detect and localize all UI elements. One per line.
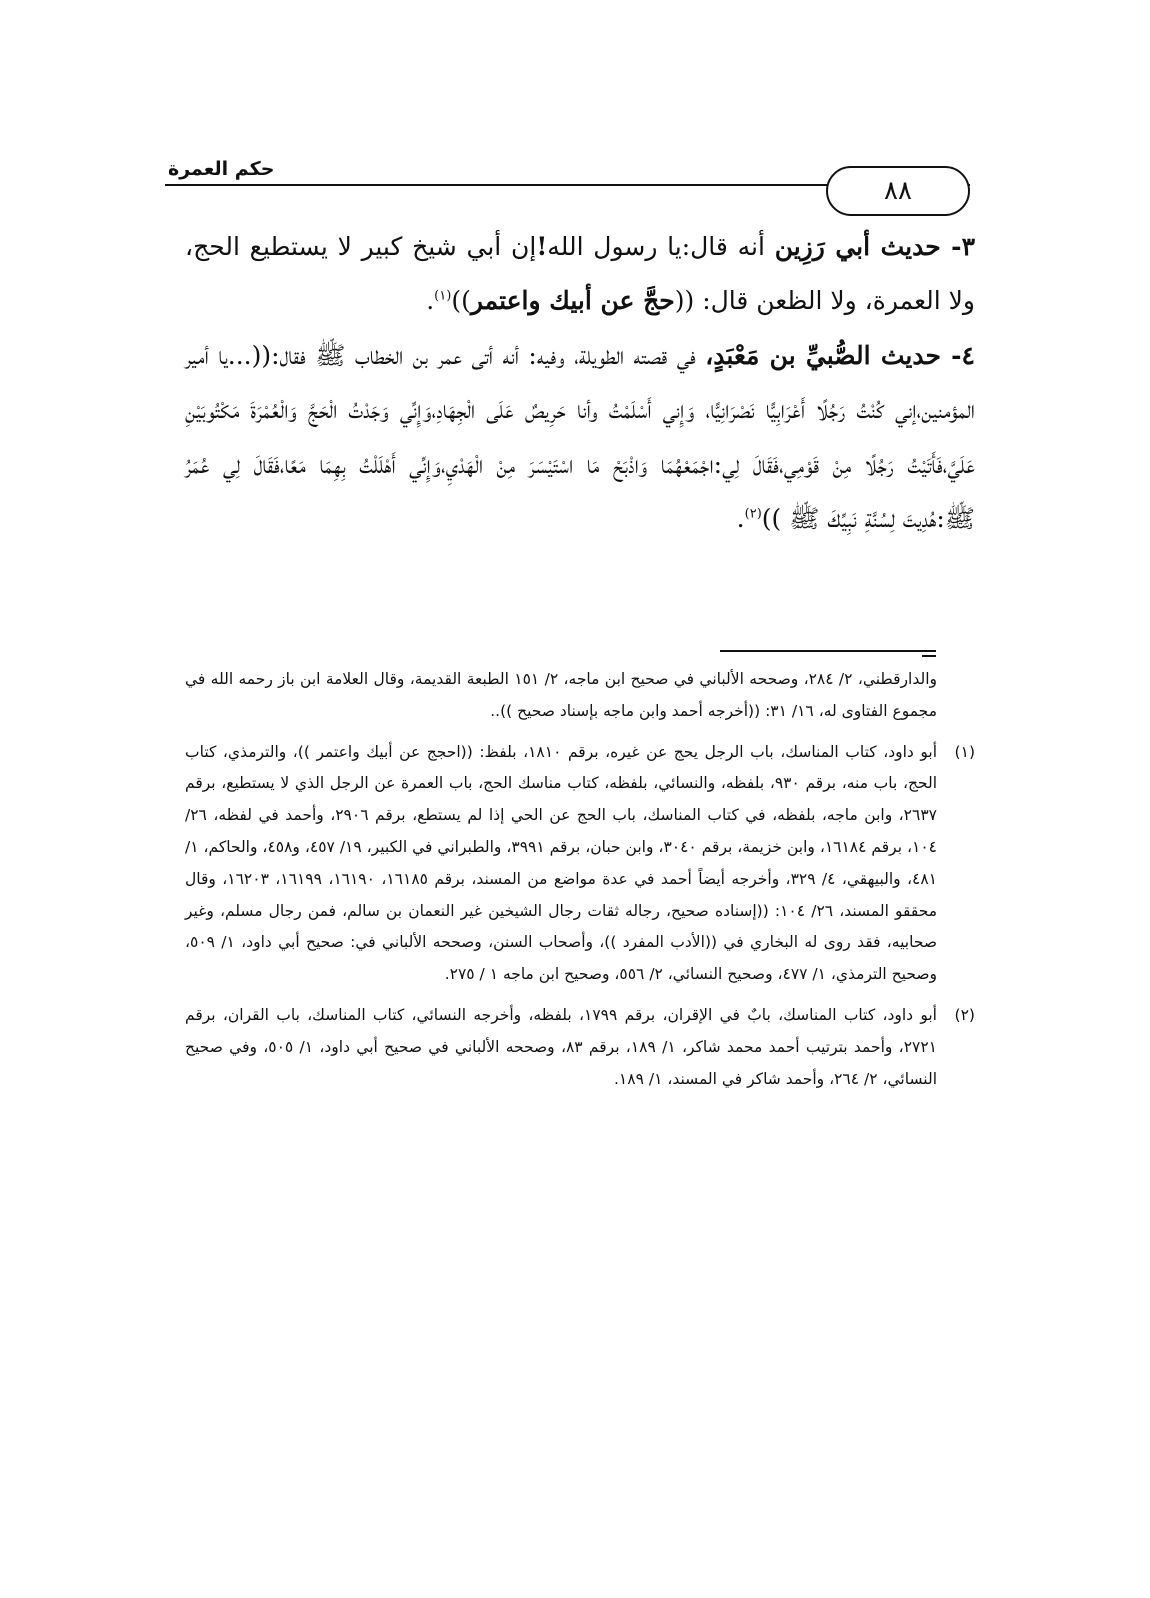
footnote-continuation: والدارقطني، ٢/ ٢٨٤، وصححه الألباني في صحيح ابن ماجه، ٢/ ١٥١ الطبعة القديمة، وقال العلامة ابن باز رحمه الله في مجموع الفتاوى له، ١٦/ ٣١: ((أخرجه أحمد وابن ماجه بإسناد صحيح )).. [185, 670, 937, 720]
main-text [185, 220, 975, 546]
running-header-title: حكم العمرة [168, 158, 275, 180]
footnote-number: (١) [954, 742, 975, 761]
footnote-text: أبو داود، كتاب المناسك، باب الرجل يحج عن غيره، برقم ١٨١٠، بلفظ: ((احجج عن أبيك واعتمر ))، والترمذي، كتاب الحج، باب منه، برقم ٩٣٠، بلفظه، والنسائي، بلفظه، كتاب مناسك الحج، باب العمرة عن الرجل الذي لا يستطيع، برقم ٢٦٣٧، وابن ماجه، بلفظه، في كتاب المناسك، باب الحج عن الحي إذا لم يستطع، برقم ٢٩٠٦، وأحمد في لفظه، ٢٦/ ١٠٤، برقم ١٦١٨٤، وابن خزيمة، برقم ٣٠٤٠، وابن حبان، برقم ٣٩٩١، والطبراني في الكبير، ١٩/ ٤٥٧، و٤٥٨، والحاكم، ١/ ٤٨١، والبيهقي، ٤/ ٣٢٩، وأخرجه أيضاً أحمد في عدة مواضع من المسند، برقم ١٦١٨٥، ١٦١٩٠، ١٦١٩٩، ١٦٢٠٣، وقال محققو المسند، ٢٦/ ١٠٤: ((إسناده صحيح، رجاله ثقات رجال الشيخين غير النعمان بن سالم، فمن رجال مسلم، وغير صحابيه، فقد روى له البخاري في ((الأدب المفرد ))، وأصحاب السنن، وصححه الألباني في: صحيح أبي داود، ١/ ٥٠٩، وصحيح الترمذي، ١/ ٤٧٧، وصحيح النسائي، ٢/ ٥٥٦، وصحيح ابن ماجه ١ / ٢٧٥. [185, 742, 938, 984]
paragraph-end: . [426, 286, 435, 316]
page-number: ٨٨ [884, 176, 912, 206]
paragraph-number: ٣- [940, 232, 975, 261]
footnote-number: (٢) [954, 1005, 975, 1024]
paragraph-text: في قصته الطويلة، وفيه: أنه أتى عمر بن الخطاب ﷺ فقال:((...يا أمير المؤمنين،إني كُنْتُ رَجُلًا أَعْرَابِيًّا نَصْرَانِيًّا، وَإِني أَسْلَمْتُ وأنا حَرِيصٌ عَلَى الْجِهَادِ،وَإِنِّي وَجَدْتُ الْحَجَّ وَالْعُمْرَةَ مَكْتُوبَيْنِ عَلَيَّ،فَأَتَيْتُ رَجُلًا مِنْ قَوْمِي،فَقَالَ لِي:اجْمَعْهُمَا وَاذْبَحْ مَا اسْتَيْسَرَ مِنْ الْهَدْيِ،وَإِنِّي أَهْلَلْتُ بِهِمَا مَعًا،فَقَالَ لِي عُمَرُ ﷺ:هُدِيتَ لِسُنَّةِ نَبِيِّكَ ﷺ )) [185, 340, 975, 534]
footnotes [185, 664, 975, 1104]
hadith-paragraph-4 [185, 329, 975, 547]
hadith-label: حديث أبي رَزِين [774, 232, 941, 261]
prophet-quote: حجَّ عن أبيك واعتمر [470, 286, 675, 316]
hadith-label: حديث الصُّبيِّ بن مَعْبَدٍ، [705, 340, 941, 370]
hadith-paragraph-3 [185, 220, 975, 329]
exclamation-mark: ! [536, 232, 548, 261]
footnote-separator-tick [922, 655, 936, 657]
page-number-badge [826, 166, 970, 216]
paragraph-text: أنه قال:يا رسول الله [547, 232, 775, 261]
paragraph-text: إن أبي شيخ كبير لا يستطيع الحج، ولا العمرة، ولا الظعن قال: (( [185, 232, 975, 316]
paragraph-end: . [736, 504, 745, 534]
footnote-2 [185, 1000, 975, 1095]
paragraph-number: ٤- [940, 340, 975, 370]
footnote-ref-2[interactable]: (٢) [744, 506, 762, 522]
footnote-text: أبو داود، كتاب المناسك، بابٌ في الإقران، برقم ١٧٩٩، بلفظه، وأخرجه النسائي، كتاب المناسك، باب القران، برقم ٢٧٢١، وأحمد بترتيب أحمد محمد شاكر، ١/ ١٨٩، برقم ٨٣، وصححه الألباني في صحيح أبي داود، ١/ ٥٠٥، وفي صحيح النسائي، ٢/ ٢٦٤، وأحمد شاكر في المسند، ١/ ١٨٩. [185, 1005, 938, 1088]
quote-close: )) [451, 286, 471, 316]
footnote-ref-1[interactable]: (١) [434, 289, 452, 305]
footnote-1 [185, 737, 975, 991]
footnote-separator [720, 650, 936, 652]
